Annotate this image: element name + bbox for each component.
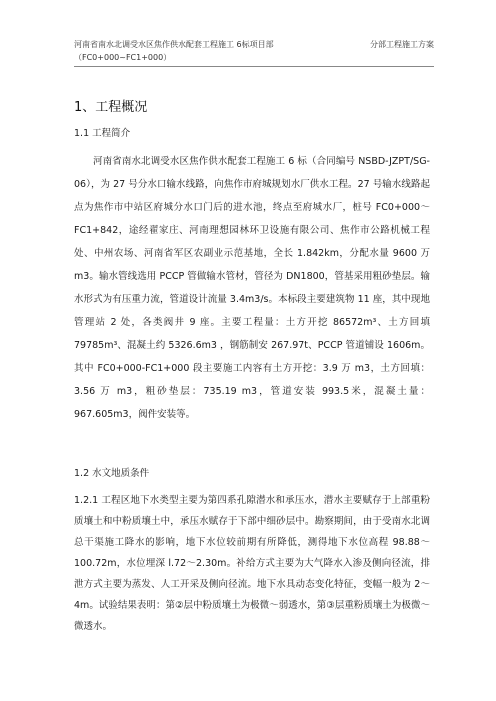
header-divider	[74, 66, 434, 67]
hydrogeology-paragraph: 1.2.1 工程区地下水类型主要为第四系孔隙潜水和承压水，潜水主要赋存于上部重粉质壤土和中粉质壤土中，承压水赋存于下部中细砂层中。勘察期间，由于受南水北调总干渠施工降水的影响，地下水位较前期有所降低，测得地下水位高程 98.88～100.72m，水位埋深 l.72～2.30m。补给方式主要为大气降水入渗及侧向径流，排泄方式主要为蒸发、人工开采及侧向径流。地下水具动态变化特征，变幅一般为 2～4m。试验结果表明：第②层中粉质壤土为极微～弱透水，第③层重粉质壤土为极微～微透水。	[74, 495, 430, 632]
project-intro-paragraph: 河南省南水北调受水区焦作供水配套工程施工 6 标（合同编号 NSBD-JZPT/SG-06），为 27 号分水口输水线路，向焦作市府城规划水厂供水工程。27 号输水线路起点为焦作市中站区府城分水口门后的进水池，终点至府城水厂，桩号 FC0+000～FC1+842，途经翟家庄、河南理想园林环卫设施有限公司、焦作市公路机械工程处、中州农场、河南省军区农副业示范基地，全长 1.842km，分配水量 9600 万 m3。输水管线选用 PCCP 管做输水管材，管径为 DN1800，管基采用粗砂垫层。输水形式为有压重力流，管道设计流量 3.4m3/s。本标段主要建筑物 11 座，其中现地管理站 2 处，各类阀井 9 座。主要工程量：土方开挖 86572m³、土方回填 79785m³、混凝土约 5326.6m3 ，钢筋制安 267.97t、PCCP 管道铺设 1606m。其中 FC0+000-FC1+000 段主要施工内容有土方开挖：3.9 万 m3，土方回填：3.56 万 m3，粗砂垫层：735.19 m3，管道安装 993.5米，混凝土量：967.605m3，阀件安装等。	[74, 156, 430, 420]
subsection-heading-project-intro: 1.1 工程简介	[74, 128, 131, 139]
section-heading-project-overview: 1、工程概况	[74, 100, 148, 115]
header-document-type: 分部工程施工方案	[370, 40, 434, 49]
header-project-title: 河南省南水北调受水区焦作供水配套工程施工 6标项目部（FC0+000~FC1+000）	[74, 40, 274, 62]
subsection-heading-hydrogeology: 1.2 水文地质条件	[74, 468, 150, 479]
